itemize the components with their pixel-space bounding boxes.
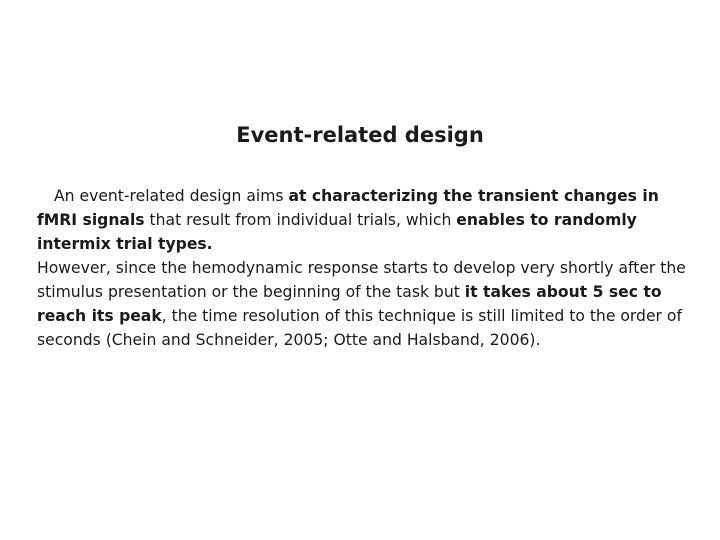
- emphasized-text-run: enables to randomly intermix trial types.: [37, 211, 637, 253]
- slide-title: Event-related design: [236, 123, 484, 147]
- paragraph-event-related-definition: [37, 184, 689, 256]
- emphasized-text-run: at characterizing the transient changes in fMRI signals: [37, 187, 659, 229]
- slide-body: [37, 184, 689, 352]
- text-run: , the time resolution of this technique is still limited to the order of seconds (Chein and Schneider, 2005; Otte and Halsband, 2006).: [37, 307, 682, 349]
- text-run: that result from individual trials, which: [144, 211, 457, 229]
- text-run: An event-related design aims: [54, 187, 289, 205]
- paragraph-time-resolution: [37, 256, 689, 352]
- text-run: However, since the hemodynamic response starts to develop very shortly after the stimulus presentation or the beginning of the task but: [37, 259, 686, 301]
- emphasized-text-run: it takes about 5 sec to reach its peak: [37, 283, 662, 325]
